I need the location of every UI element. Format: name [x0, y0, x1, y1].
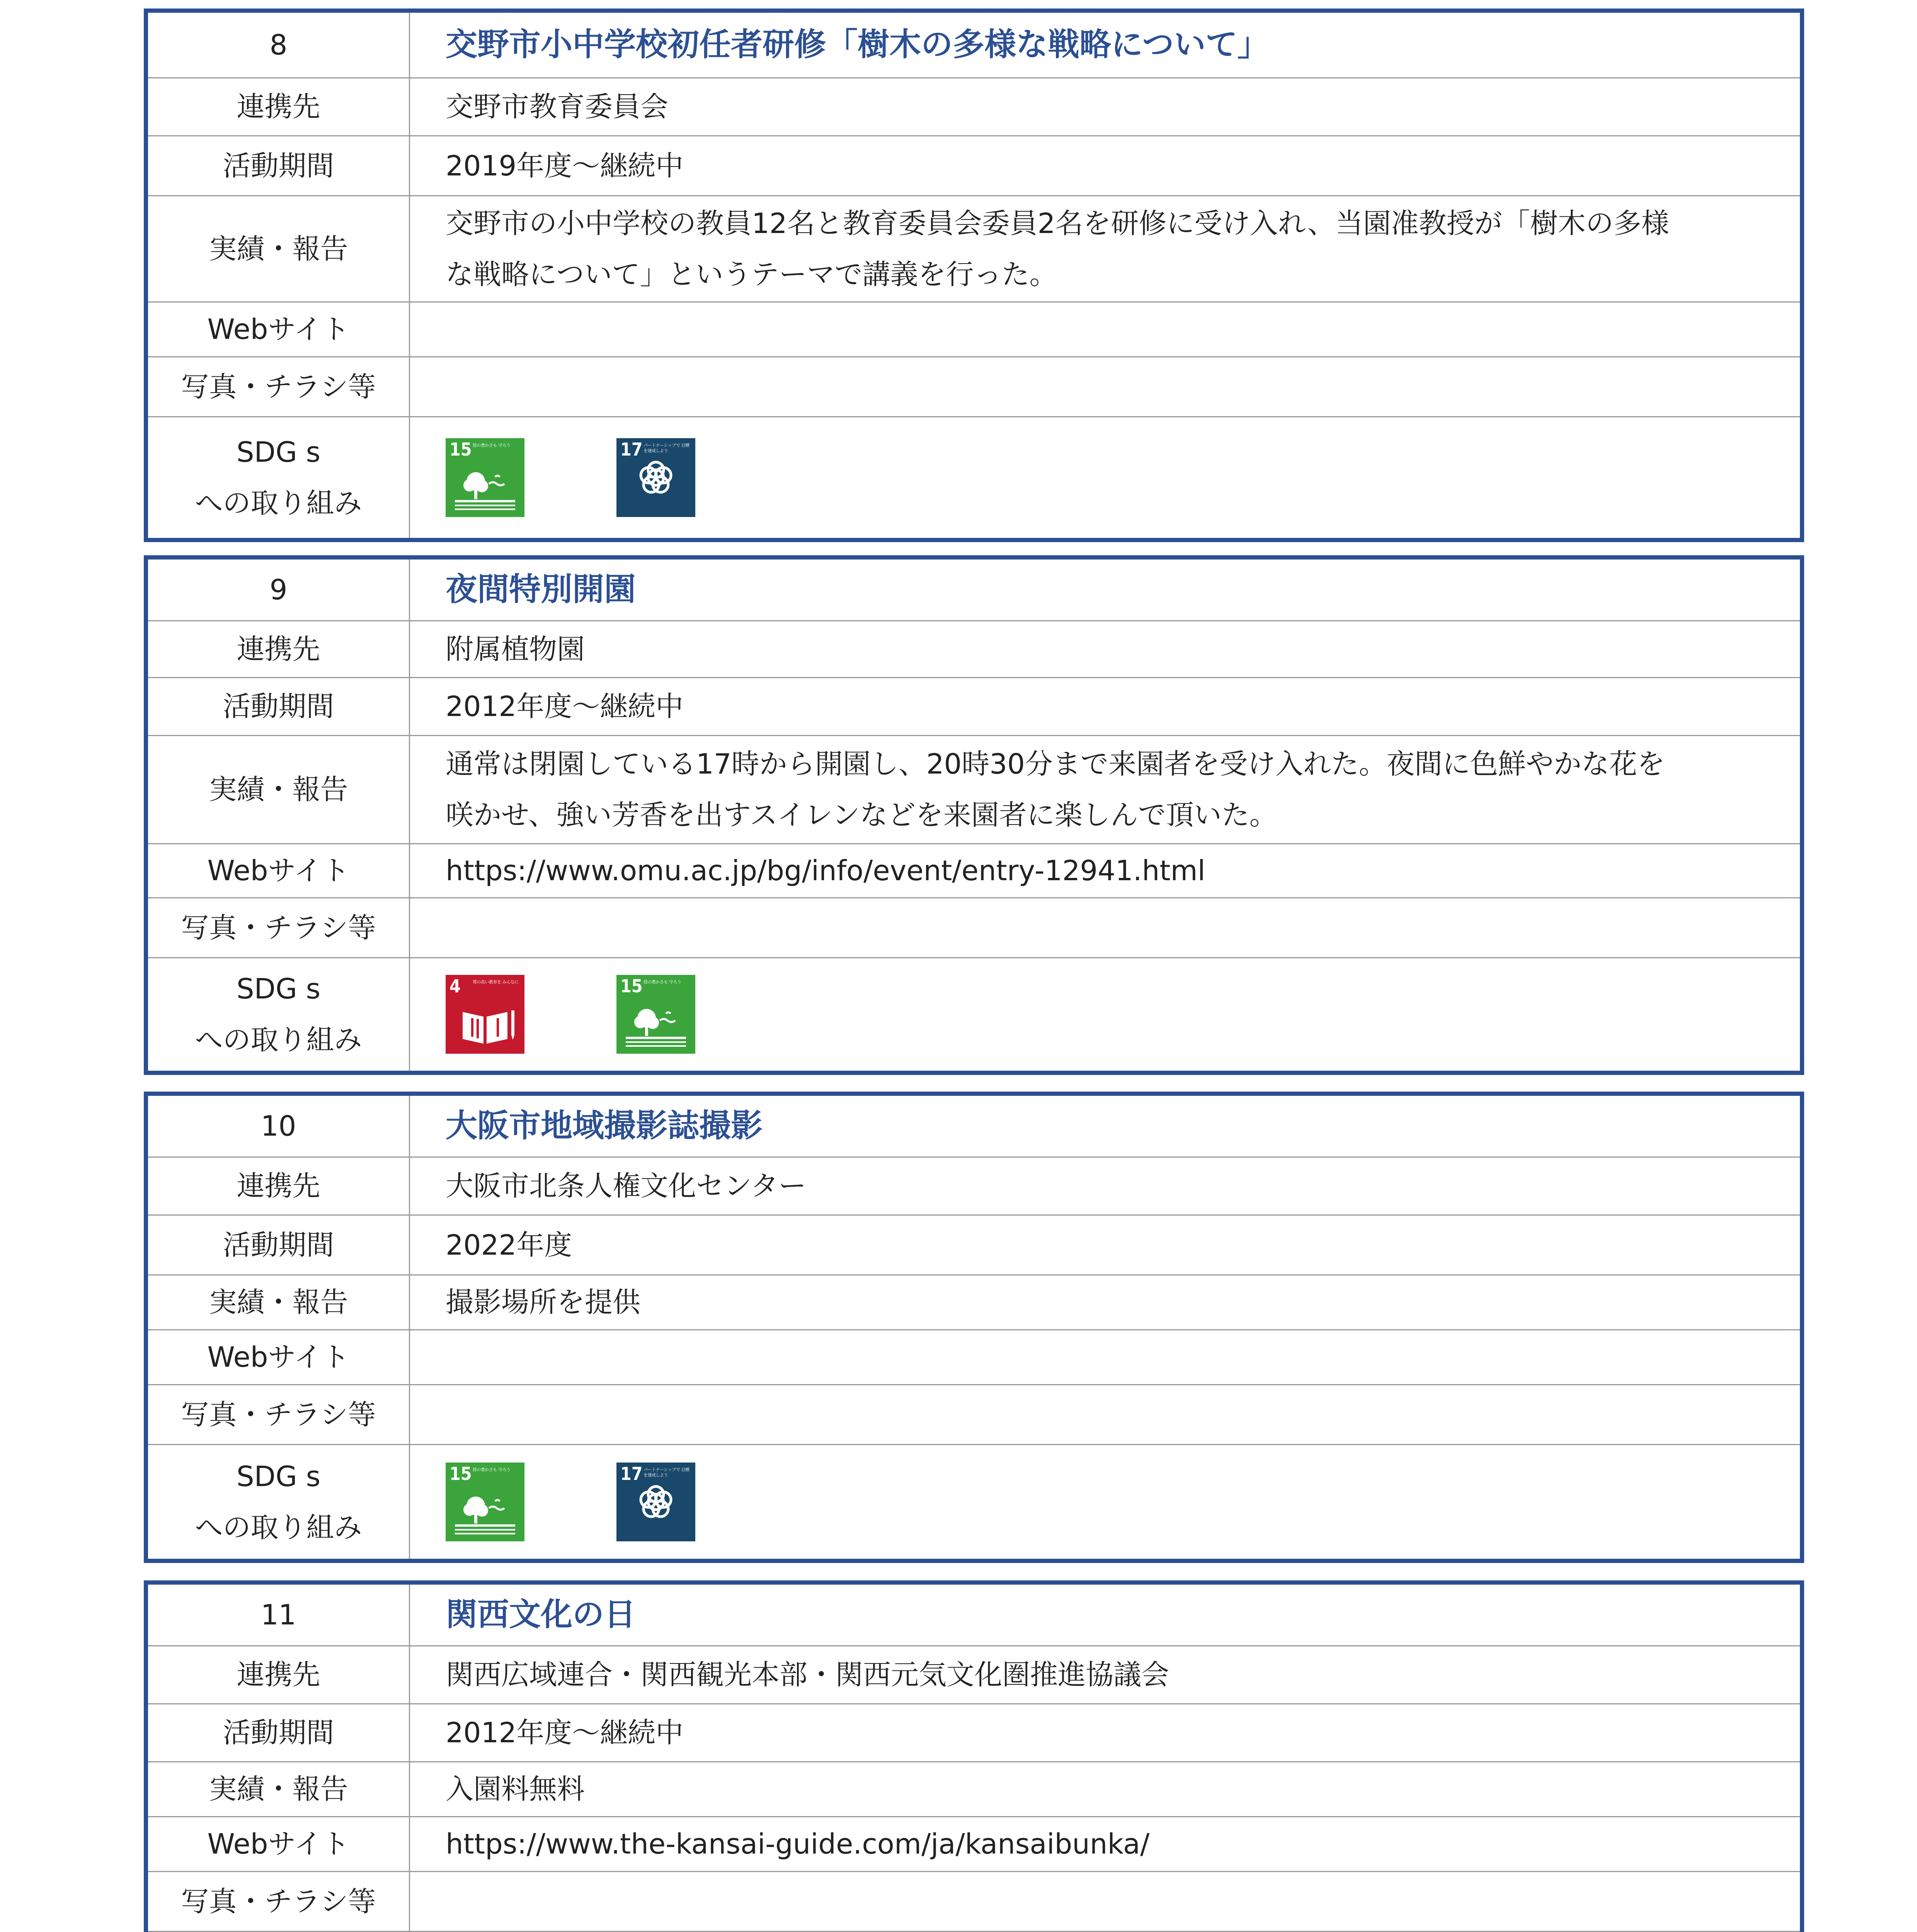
label-partner: 連携先	[148, 78, 410, 136]
entry-number: 8	[148, 13, 410, 78]
value-result-line: 咲かせ、強い芳香を出すスイレンなどを来園者に楽しんで頂いた。	[446, 799, 1277, 831]
sdg-goal-caption: 陸の豊かさも 守ろう	[473, 442, 511, 448]
sdg-icon-list	[446, 438, 1792, 517]
sdg-goal-number: 17	[620, 439, 643, 460]
value-photo	[410, 1384, 1800, 1444]
entry-number: 11	[148, 1585, 410, 1646]
label-website: Webサイト	[148, 1330, 410, 1384]
label-period: 活動期間	[148, 1704, 410, 1762]
value-photo	[410, 898, 1800, 957]
label-partner: 連携先	[148, 621, 410, 677]
label-sdgs-line: への取り組み	[195, 1024, 362, 1056]
entry-number: 9	[148, 560, 410, 621]
sdg-goal-4-icon	[446, 975, 524, 1054]
label-sdgs	[148, 957, 410, 1071]
label-partner: 連携先	[148, 1646, 410, 1704]
entry-title: 交野市小中学校初任者研修「樹木の多様な戦略について」	[410, 13, 1800, 78]
label-photo: 写真・チラシ等	[148, 1871, 410, 1931]
entry-8	[144, 9, 1804, 542]
value-period: 2022年度	[410, 1215, 1800, 1275]
sdg-goal-15-icon	[616, 975, 695, 1054]
value-result-line: な戦略について」というテーマで講義を行った。	[446, 258, 1057, 291]
entry-9	[144, 555, 1804, 1075]
label-website: Webサイト	[148, 844, 410, 898]
value-website[interactable]: https://www.omu.ac.jp/bg/info/event/entry-12941.html	[410, 844, 1800, 898]
entry-10	[144, 1092, 1804, 1563]
label-period: 活動期間	[148, 1215, 410, 1275]
label-sdgs-line: SDG s	[236, 435, 321, 468]
label-website: Webサイト	[148, 302, 410, 357]
sdg-icon-list	[446, 975, 1792, 1054]
value-website[interactable]	[410, 1330, 1800, 1384]
value-result: 撮影場所を提供	[410, 1275, 1800, 1330]
value-partner: 関西広域連合・関西観光本部・関西元気文化圏推進協議会	[410, 1646, 1800, 1704]
label-result: 実績・報告	[148, 1275, 410, 1330]
value-photo	[410, 1871, 1800, 1931]
sdg-goal-caption: パートナーシップで 目標を達成しよう	[644, 442, 690, 453]
sdg-goal-number: 15	[620, 976, 643, 997]
sdg-goal-number: 17	[620, 1463, 643, 1484]
value-sdgs	[410, 957, 1800, 1071]
value-partner: 大阪市北条人権文化センター	[410, 1157, 1800, 1215]
entry-11	[144, 1580, 1804, 1932]
value-result: 入園料無料	[410, 1762, 1800, 1816]
value-result-line: 通常は閉園している17時から開園し、20時30分まで来園者を受け入れた。夜間に色鮮やかな花を	[446, 748, 1665, 780]
label-sdgs-line: SDG s	[236, 1460, 321, 1493]
value-sdgs	[410, 417, 1800, 538]
sdg-goal-caption: 陸の豊かさも 守ろう	[644, 980, 681, 985]
sdg-goal-15-icon	[446, 438, 524, 517]
value-result	[410, 196, 1800, 302]
entry-title: 大阪市地域撮影誌撮影	[410, 1096, 1800, 1157]
label-photo: 写真・チラシ等	[148, 1384, 410, 1444]
label-result: 実績・報告	[148, 196, 410, 302]
entry-title: 関西文化の日	[410, 1585, 1800, 1646]
sdg-icon-list	[446, 1463, 1792, 1541]
sdg-goal-17-icon	[616, 438, 695, 517]
entry-number: 10	[148, 1096, 410, 1157]
sdg-goal-17-icon	[616, 1463, 695, 1541]
sdg-goal-caption: 質の高い教育を みんなに	[473, 980, 519, 985]
value-partner: 附属植物園	[410, 621, 1800, 677]
sdg-goal-15-icon	[446, 1463, 524, 1541]
sdg-goal-number: 15	[449, 439, 472, 460]
value-period: 2012年度～継続中	[410, 1704, 1800, 1762]
label-photo: 写真・チラシ等	[148, 357, 410, 417]
label-period: 活動期間	[148, 136, 410, 196]
label-result: 実績・報告	[148, 735, 410, 844]
value-result-line: 交野市の小中学校の教員12名と教育委員会委員2名を研修に受け入れ、当園准教授が「樹木の多様	[446, 207, 1669, 240]
value-photo	[410, 357, 1800, 417]
value-website[interactable]	[410, 302, 1800, 357]
label-photo: 写真・チラシ等	[148, 898, 410, 957]
label-result: 実績・報告	[148, 1762, 410, 1816]
label-website: Webサイト	[148, 1816, 410, 1871]
value-partner: 交野市教育委員会	[410, 78, 1800, 136]
sdg-goal-number: 4	[449, 976, 461, 997]
label-sdgs	[148, 417, 410, 538]
sdg-goal-caption: 陸の豊かさも 守ろう	[473, 1467, 511, 1472]
label-sdgs	[148, 1444, 410, 1559]
label-sdgs-line: への取り組み	[195, 486, 362, 519]
label-sdgs-line: への取り組み	[195, 1511, 362, 1544]
value-period: 2019年度～継続中	[410, 136, 1800, 196]
entry-title: 夜間特別開園	[410, 560, 1800, 621]
sdg-goal-caption: パートナーシップで 目標を達成しよう	[644, 1467, 690, 1478]
value-sdgs	[410, 1444, 1800, 1559]
value-period: 2012年度～継続中	[410, 677, 1800, 735]
value-website[interactable]: https://www.the-kansai-guide.com/ja/kansaibunka/	[410, 1816, 1800, 1871]
value-result	[410, 735, 1800, 844]
sdg-goal-number: 15	[449, 1463, 472, 1484]
label-partner: 連携先	[148, 1157, 410, 1215]
label-period: 活動期間	[148, 677, 410, 735]
label-sdgs-line: SDG s	[236, 973, 321, 1005]
